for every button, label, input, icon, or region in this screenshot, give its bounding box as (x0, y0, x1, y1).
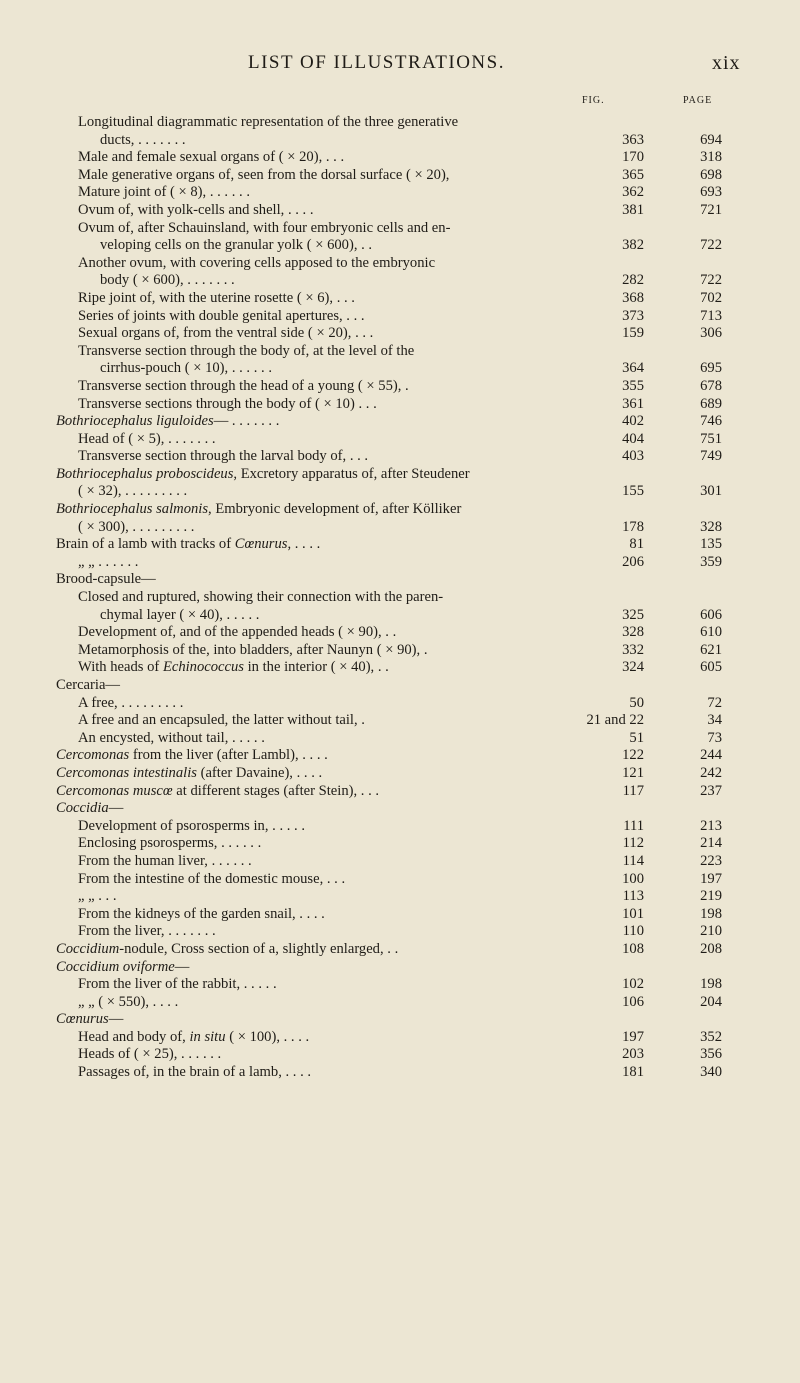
entry-page-number: 34 (707, 712, 722, 729)
entry-fig-number: 282 (622, 272, 644, 289)
list-item (56, 906, 746, 924)
entry-text: ducts, . . . . . . . (100, 131, 186, 148)
entry-page-number: 301 (700, 483, 722, 500)
entry-text: ( × 300), . . . . . . . . . (78, 518, 195, 535)
entry-page-number: 605 (700, 659, 722, 676)
entry-fig-number: 102 (622, 976, 644, 993)
list-item (56, 642, 746, 660)
entry-fig-number: 197 (622, 1028, 644, 1045)
list-item (56, 959, 746, 977)
entry-page-number: 694 (700, 131, 722, 148)
entry-fig-number: 121 (622, 764, 644, 781)
entry-page-number: 698 (700, 166, 722, 183)
entry-text: Sexual organs of, from the ventral side ( × 20), . . . (78, 325, 374, 342)
entry-fig-number: 404 (622, 430, 644, 447)
fig-column-header: FIG. (582, 95, 605, 106)
list-item (56, 730, 746, 748)
entry-text: Coccidium oviforme— (56, 958, 190, 975)
entry-text: Ovum of, with yolk-cells and shell, . . . . (78, 201, 314, 218)
list-item (56, 607, 746, 625)
entry-page-number: 713 (700, 307, 722, 324)
entry-text: Coccidium-nodule, Cross section of a, slightly enlarged, . . (56, 940, 399, 957)
entry-text: Male generative organs of, seen from the dorsal surface ( × 20), (78, 166, 450, 183)
list-item (56, 589, 746, 607)
entry-text: Brain of a lamb with tracks of Cœnurus, . . . . (56, 536, 321, 553)
entry-page-number: 135 (700, 536, 722, 553)
entry-text: Bothriocephalus salmonis, Embryonic development of, after Kölliker (56, 501, 462, 518)
list-item (56, 483, 746, 501)
entry-fig-number: 112 (622, 835, 644, 852)
list-item (56, 413, 746, 431)
entry-text: Mature joint of ( × 8), . . . . . . (78, 184, 250, 201)
entry-fig-number: 402 (622, 413, 644, 430)
list-item (56, 1046, 746, 1064)
list-item (56, 466, 746, 484)
list-item (56, 501, 746, 519)
entry-text: Cercaria— (56, 677, 121, 693)
list-item (56, 202, 746, 220)
entry-page-number: 198 (700, 976, 722, 993)
entry-text: Cercomonas from the liver (after Lambl), . . . . (56, 747, 328, 764)
list-item (56, 695, 746, 713)
entry-text: Transverse section through the body of, at the level of the (78, 342, 415, 359)
entry-text: Development of psorosperms in, . . . . . (78, 817, 305, 834)
list-item (56, 747, 746, 765)
entry-fig-number: 101 (622, 905, 644, 922)
list-item (56, 343, 746, 361)
list-item (56, 290, 746, 308)
list-item (56, 941, 746, 959)
list-item (56, 220, 746, 238)
list-item (56, 888, 746, 906)
entry-fig-number: 178 (622, 518, 644, 535)
entry-page-number: 702 (700, 289, 722, 306)
entry-text: Ripe joint of, with the uterine rosette ( × 6), . . . (78, 289, 355, 306)
list-item (56, 783, 746, 801)
entry-fig-number: 113 (622, 888, 644, 905)
entry-text: Passages of, in the brain of a lamb, . . . . (78, 1064, 312, 1081)
list-item (56, 255, 746, 273)
entry-text: Series of joints with double genital apertures, . . . (78, 307, 365, 324)
page-number: xix (712, 52, 741, 74)
list-item (56, 114, 746, 132)
entry-page-number: 693 (700, 184, 722, 201)
list-item (56, 536, 746, 554)
entry-page-number: 751 (700, 430, 722, 447)
entry-fig-number: 332 (622, 641, 644, 658)
entry-text: Enclosing psorosperms, . . . . . . (78, 835, 262, 852)
entry-page-number: 208 (700, 940, 722, 957)
entry-page-number: 219 (700, 888, 722, 905)
entry-page-number: 606 (700, 606, 722, 623)
list-item (56, 853, 746, 871)
entry-fig-number: 181 (622, 1064, 644, 1081)
entry-page-number: 214 (700, 835, 722, 852)
entry-text: Cœnurus— (56, 1011, 124, 1028)
entry-page-number: 237 (700, 782, 722, 799)
entry-page-number: 352 (700, 1028, 722, 1045)
illustration-list (56, 114, 746, 1082)
entry-page-number: 72 (707, 694, 722, 711)
entry-page-number: 621 (700, 641, 722, 658)
entry-page-number: 356 (700, 1046, 722, 1063)
entry-text: Bothriocephalus liguloides— . . . . . . . (56, 413, 280, 430)
entry-fig-number: 159 (622, 325, 644, 342)
list-item (56, 132, 746, 150)
list-item (56, 308, 746, 326)
entry-text: Transverse sections through the body of ( × 10) . . . (78, 395, 377, 412)
entry-fig-number: 363 (622, 131, 644, 148)
entry-page-number: 73 (707, 729, 722, 746)
entry-text: Metamorphosis of the, into bladders, after Naunyn ( × 90), . (78, 641, 428, 658)
entry-fig-number: 110 (622, 923, 644, 940)
entry-fig-number: 328 (622, 624, 644, 641)
entry-text: chymal layer ( × 40), . . . . . (100, 606, 260, 623)
entry-text: Cercomonas muscœ at different stages (after Stein), . . . (56, 782, 380, 799)
entry-fig-number: 381 (622, 201, 644, 218)
list-item (56, 818, 746, 836)
entry-fig-number: 108 (622, 940, 644, 957)
entry-page-number: 359 (700, 553, 722, 570)
list-item (56, 835, 746, 853)
entry-text: A free, . . . . . . . . . (78, 694, 184, 711)
entry-page-number: 197 (700, 870, 722, 887)
entry-text: Brood-capsule— (56, 571, 156, 588)
list-item (56, 571, 746, 589)
list-item (56, 396, 746, 414)
entry-fig-number: 355 (622, 377, 644, 394)
entry-page-number: 610 (700, 624, 722, 641)
entry-text: Longitudinal diagrammatic representation of the three generative (78, 114, 459, 130)
entry-page-number: 678 (700, 377, 722, 394)
entry-fig-number: 100 (622, 870, 644, 887)
entry-page-number: 746 (700, 413, 722, 430)
entry-text: Head of ( × 5), . . . . . . . (78, 430, 216, 447)
entry-text: „ „ ( × 550), . . . . (78, 993, 179, 1010)
entry-text: Ovum of, after Schauinsland, with four embryonic cells and en- (78, 219, 451, 236)
entry-fig-number: 382 (622, 237, 644, 254)
entry-page-number: 340 (700, 1064, 722, 1081)
entry-text: Coccidia— (56, 800, 124, 817)
entry-text: Development of, and of the appended heads ( × 90), . . (78, 624, 397, 641)
entry-text: Heads of ( × 25), . . . . . . (78, 1046, 222, 1063)
list-item (56, 554, 746, 572)
entry-page-number: 223 (700, 852, 722, 869)
entry-page-number: 306 (700, 325, 722, 342)
list-item (56, 923, 746, 941)
entry-page-number: 244 (700, 747, 722, 764)
entry-fig-number: 364 (622, 360, 644, 377)
entry-fig-number: 325 (622, 606, 644, 623)
list-item (56, 800, 746, 818)
entry-fig-number: 122 (622, 747, 644, 764)
entry-fig-number: 155 (622, 483, 644, 500)
entry-text: „ „ . . . (78, 888, 117, 905)
entry-fig-number: 362 (622, 184, 644, 201)
entry-page-number: 318 (700, 149, 722, 166)
running-title: LIST OF ILLUSTRATIONS. (248, 52, 505, 73)
list-item (56, 360, 746, 378)
entry-text: veloping cells on the granular yolk ( × 600), . . (100, 237, 373, 254)
entry-text: „ „ . . . . . . (78, 553, 139, 570)
entry-fig-number: 373 (622, 307, 644, 324)
list-item (56, 1011, 746, 1029)
entry-fig-number: 114 (622, 852, 644, 869)
list-item (56, 1029, 746, 1047)
entry-page-number: 689 (700, 395, 722, 412)
entry-text: ( × 32), . . . . . . . . . (78, 483, 188, 500)
entry-text: A free and an encapsuled, the latter without tail, . (78, 712, 365, 729)
entry-text: From the liver, . . . . . . . (78, 923, 216, 940)
entry-fig-number: 51 (629, 729, 644, 746)
list-item (56, 184, 746, 202)
entry-fig-number: 403 (622, 448, 644, 465)
list-item (56, 677, 746, 695)
list-item (56, 448, 746, 466)
entry-page-number: 722 (700, 272, 722, 289)
entry-page-number: 242 (700, 764, 722, 781)
entry-fig-number: 117 (622, 782, 644, 799)
list-item (56, 237, 746, 255)
list-item (56, 325, 746, 343)
entry-fig-number: 206 (622, 553, 644, 570)
list-item (56, 624, 746, 642)
list-item (56, 1064, 746, 1082)
entry-fig-number: 106 (622, 993, 644, 1010)
entry-fig-number: 170 (622, 149, 644, 166)
entry-text: Transverse section through the head of a young ( × 55), . (78, 377, 409, 394)
entry-text: Cercomonas intestinalis (after Davaine), . . . . (56, 764, 323, 781)
page-column-header: PAGE (683, 95, 713, 106)
list-item (56, 272, 746, 290)
entry-fig-number: 21 and 22 (586, 712, 644, 729)
entry-page-number: 722 (700, 237, 722, 254)
entry-page-number: 213 (700, 817, 722, 834)
entry-fig-number: 50 (629, 694, 644, 711)
entry-fig-number: 81 (629, 536, 644, 553)
entry-fig-number: 324 (622, 659, 644, 676)
entry-text: From the human liver, . . . . . . (78, 852, 252, 869)
entry-page-number: 198 (700, 905, 722, 922)
list-item (56, 519, 746, 537)
entry-page-number: 721 (700, 201, 722, 218)
entry-page-number: 204 (700, 993, 722, 1010)
entry-text: Closed and ruptured, showing their connection with the paren- (78, 589, 444, 606)
entry-text: Bothriocephalus proboscideus, Excretory apparatus of, after Steudener (56, 465, 470, 482)
entry-text: Head and body of, in situ ( × 100), . . . . (78, 1028, 310, 1045)
entry-text: Male and female sexual organs of ( × 20), . . . (78, 149, 345, 166)
list-item (56, 149, 746, 167)
list-item (56, 994, 746, 1012)
list-item (56, 712, 746, 730)
list-item (56, 871, 746, 889)
list-item (56, 167, 746, 185)
list-item (56, 431, 746, 449)
entry-text: An encysted, without tail, . . . . . (78, 729, 265, 746)
list-item (56, 659, 746, 677)
entry-text: Transverse section through the larval body of, . . . (78, 448, 369, 465)
list-item (56, 765, 746, 783)
entry-fig-number: 111 (623, 817, 644, 834)
running-header (0, 52, 800, 80)
list-item (56, 976, 746, 994)
entry-text: With heads of Echinococcus in the interior ( × 40), . . (78, 659, 389, 676)
entry-fig-number: 203 (622, 1046, 644, 1063)
entry-text: body ( × 600), . . . . . . . (100, 272, 235, 289)
entry-text: Another ovum, with covering cells apposed to the embryonic (78, 254, 436, 271)
entry-page-number: 328 (700, 518, 722, 535)
entry-text: From the intestine of the domestic mouse, . . . (78, 870, 346, 887)
list-item (56, 378, 746, 396)
entry-page-number: 695 (700, 360, 722, 377)
entry-text: cirrhus-pouch ( × 10), . . . . . . (100, 360, 272, 377)
entry-fig-number: 365 (622, 166, 644, 183)
entry-page-number: 749 (700, 448, 722, 465)
entry-fig-number: 361 (622, 395, 644, 412)
entry-fig-number: 368 (622, 289, 644, 306)
entry-text: From the kidneys of the garden snail, . . . . (78, 905, 325, 922)
entry-text: From the liver of the rabbit, . . . . . (78, 976, 277, 993)
entry-page-number: 210 (700, 923, 722, 940)
